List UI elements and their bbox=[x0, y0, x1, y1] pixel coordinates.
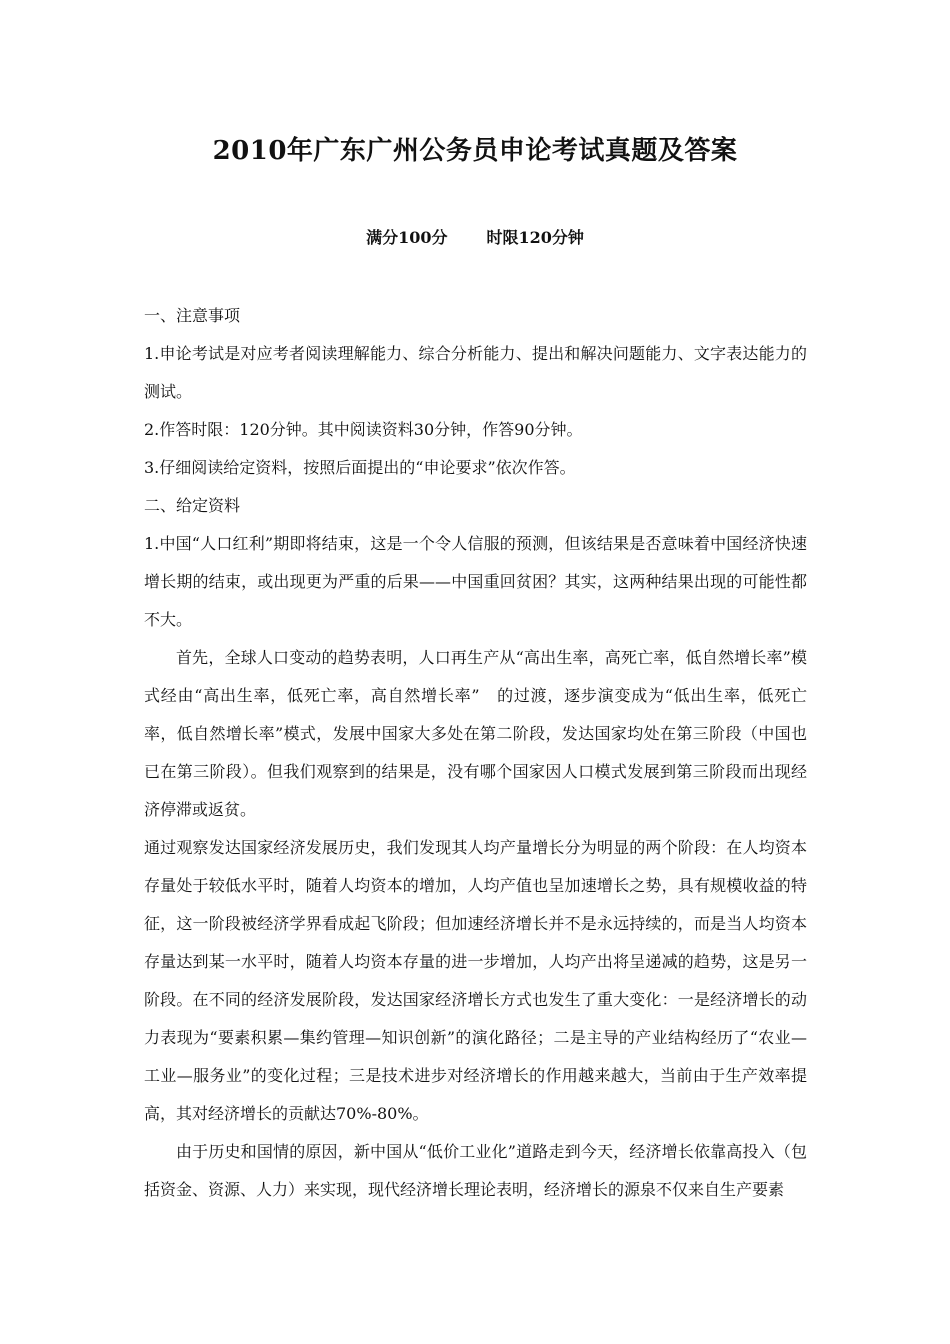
material-paragraph: 1.中国“人口红利”期即将结束，这是一个令人信服的预测，但该结果是否意味着中国经济快速增长期的结束，或出现更为严重的后果——中国重回贫困？其实，这两种结果出现的可能性都不大。 bbox=[144, 534, 807, 629]
material-paragraph: 通过观察发达国家经济发展历史，我们发现其人均产量增长分为明显的两个阶段：在人均资本存量处于较低水平时，随着人均资本的增加，人均产值也呈加速增长之势，具有规模收益的特征，这一阶段被经济学界看成起飞阶段；但加速经济增长并不是永远持续的，而是当人均资本存量达到某一水平时，随着人均资本存量的进一步增加，人均产出将呈递减的趋势，这是另一阶段。在不同的经济发展阶段，发达国家经济增长方式也发生了重大变化：一是经济增长的动力表现为“要素积累—集约管理—知识创新”的演化路径；二是主导的产业结构经历了“农业—工业—服务业”的变化过程；三是技术进步对经济增长的作用越来越大，当前由于生产效率提高，其对经济增长的贡献达70%-80%。 bbox=[144, 838, 807, 1123]
material-paragraph: 由于历史和国情的原因，新中国从“低价工业化”道路走到今天，经济增长依靠高投入（包括资金、资源、人力）来实现，现代经济增长理论表明，经济增长的源泉不仅来自生产要素 bbox=[144, 1142, 807, 1199]
section-heading-notes: 一、注意事项 bbox=[144, 306, 241, 325]
section-heading-materials: 二、给定资料 bbox=[144, 496, 241, 515]
notes-item: 3.仔细阅读给定资料，按照后面提出的“申论要求”依次作答。 bbox=[144, 458, 576, 477]
notes-item: 2.作答时限：120分钟。其中阅读资料30分钟，作答90分钟。 bbox=[144, 420, 583, 439]
notes-item: 1.申论考试是对应考者阅读理解能力、综合分析能力、提出和解决问题能力、文字表达能力的测试。 bbox=[144, 344, 807, 401]
material-paragraph: 首先，全球人口变动的趋势表明，人口再生产从“高出生率，高死亡率，低自然增长率”模式经由“高出生率，低死亡率，高自然增长率” 的过渡，逐步演变成为“低出生率，低死亡率，低自然增长率”模式，发展中国家大多处在第二阶段，发达国家均处在第三阶段（中国也已在第三阶段）。但我们观察到的结果是，没有哪个国家因人口模式发展到第三阶段而出现经济停滞或返贫。 bbox=[144, 648, 807, 819]
exam-info-subtitle: 满分100分 时限120分钟 bbox=[366, 228, 584, 247]
document-title: 2010年广东广州公务员申论考试真题及答案 bbox=[212, 136, 738, 166]
document-body bbox=[144, 297, 807, 1209]
